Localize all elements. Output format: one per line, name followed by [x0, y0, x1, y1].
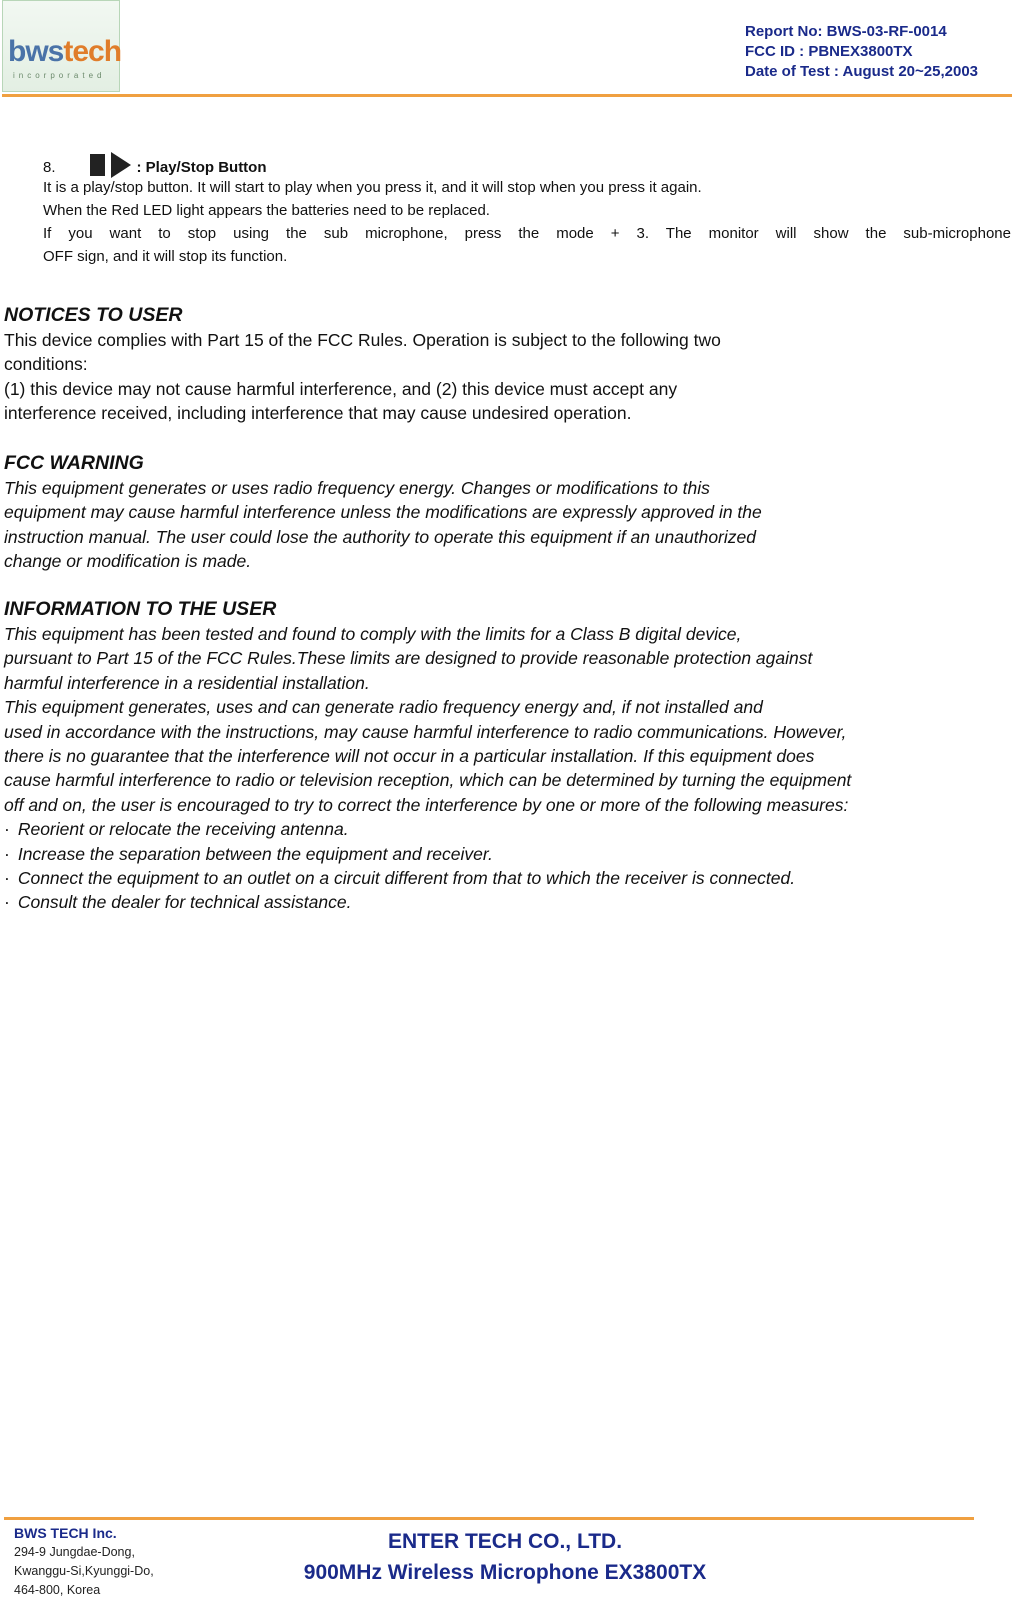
fcc-warning-line: change or modification is made. — [4, 551, 252, 572]
lab-name: BWS TECH Inc. — [14, 1525, 117, 1541]
notices-line: conditions: — [4, 354, 88, 375]
notices-heading: NOTICES TO USER — [4, 304, 183, 326]
information-line: there is no guarantee that the interference will not occur in a particular installation. If this equipment does — [4, 746, 815, 767]
stop-icon — [90, 154, 105, 176]
information-line: used in accordance with the instructions, may cause harmful interference to radio communications. However, — [4, 721, 847, 742]
report-number: Report No: BWS-03-RF-0014 — [745, 23, 947, 40]
logo-subtitle: incorporated — [13, 71, 106, 80]
item-8-line: When the Red LED light appears the batteries need to be replaced. — [43, 202, 490, 219]
item-8-play-stop — [43, 152, 1011, 268]
footer-divider — [4, 1517, 974, 1520]
notices-line: (1) this device may not cause harmful interference, and (2) this device must accept any — [4, 378, 678, 399]
notices-line: interference received, including interference that may cause undesired operation. — [4, 403, 632, 424]
footer-lab-address — [14, 1524, 154, 1600]
address-line: 294-9 Jungdae-Dong, — [14, 1545, 135, 1559]
item-8-line: OFF sign, and it will stop its function. — [43, 248, 288, 265]
fcc-warning-line: This equipment generates or uses radio frequency energy. Changes or modifications to this — [4, 478, 710, 498]
information-line: This equipment has been tested and found to comply with the limits for a Class B digital device, — [4, 624, 742, 644]
information-line: pursuant to Part 15 of the FCC Rules.These limits are designed to provide reasonable protection against — [4, 648, 813, 669]
play-stop-icon — [90, 152, 131, 178]
measure-item: · Increase the separation between the equipment and receiver. — [4, 842, 994, 866]
information-line: off and on, the user is encouraged to try to correct the interference by one or more of the following measures: — [4, 794, 849, 815]
measure-item: · Connect the equipment to an outlet on a circuit different from that to which the receiver is connected. — [4, 866, 994, 890]
address-line: Kwanggu-Si,Kyunggi-Do, — [14, 1564, 154, 1578]
report-header-info — [745, 22, 978, 82]
play-icon — [111, 152, 131, 178]
information-heading: INFORMATION TO THE USER — [4, 598, 277, 620]
notices-section — [4, 302, 994, 426]
information-line: This equipment generates, uses and can generate radio frequency energy and, if not installed and — [4, 697, 763, 718]
fcc-warning-section — [4, 450, 994, 574]
fcc-id: FCC ID : PBNEX3800TX — [745, 43, 913, 60]
information-line: harmful interference in a residential installation. — [4, 672, 370, 693]
notices-line: This device complies with Part 15 of the FCC Rules. Operation is subject to the following two — [4, 330, 721, 350]
product-name: 900MHz Wireless Microphone EX3800TX — [303, 1561, 707, 1584]
header-divider — [2, 94, 1012, 97]
information-line: cause harmful interference to radio or television reception, which can be determined by turning the equipment — [4, 770, 852, 791]
footer-client — [250, 1526, 760, 1588]
measures-list — [4, 817, 994, 915]
logo-wordmark: bwstech — [8, 35, 122, 68]
measure-item: · Consult the dealer for technical assistance. — [4, 890, 994, 914]
fcc-warning-line: equipment may cause harmful interference unless the modifications are expressly approved in the — [4, 502, 762, 523]
item-title: : Play/Stop Button — [136, 158, 267, 176]
fcc-warning-line: instruction manual. The user could lose the authority to operate this equipment if an unauthorized — [4, 526, 756, 547]
item-number: 8. — [43, 158, 56, 176]
test-date: Date of Test : August 20~25,2003 — [745, 63, 978, 80]
information-section — [4, 596, 994, 915]
item-8-line: It is a play/stop button. It will start to play when you press it, and it will stop when you press it again. — [43, 179, 702, 196]
address-line: 464-800, Korea — [14, 1583, 101, 1597]
measure-item: · Reorient or relocate the receiving antenna. — [4, 817, 994, 841]
fcc-warning-heading: FCC WARNING — [4, 452, 144, 474]
item-8-line: If you want to stop using the sub microphone, press the mode + 3. The monitor will show the sub-microphone — [43, 225, 1011, 242]
client-name: ENTER TECH CO., LTD. — [387, 1530, 623, 1553]
bwstech-logo — [2, 0, 120, 92]
